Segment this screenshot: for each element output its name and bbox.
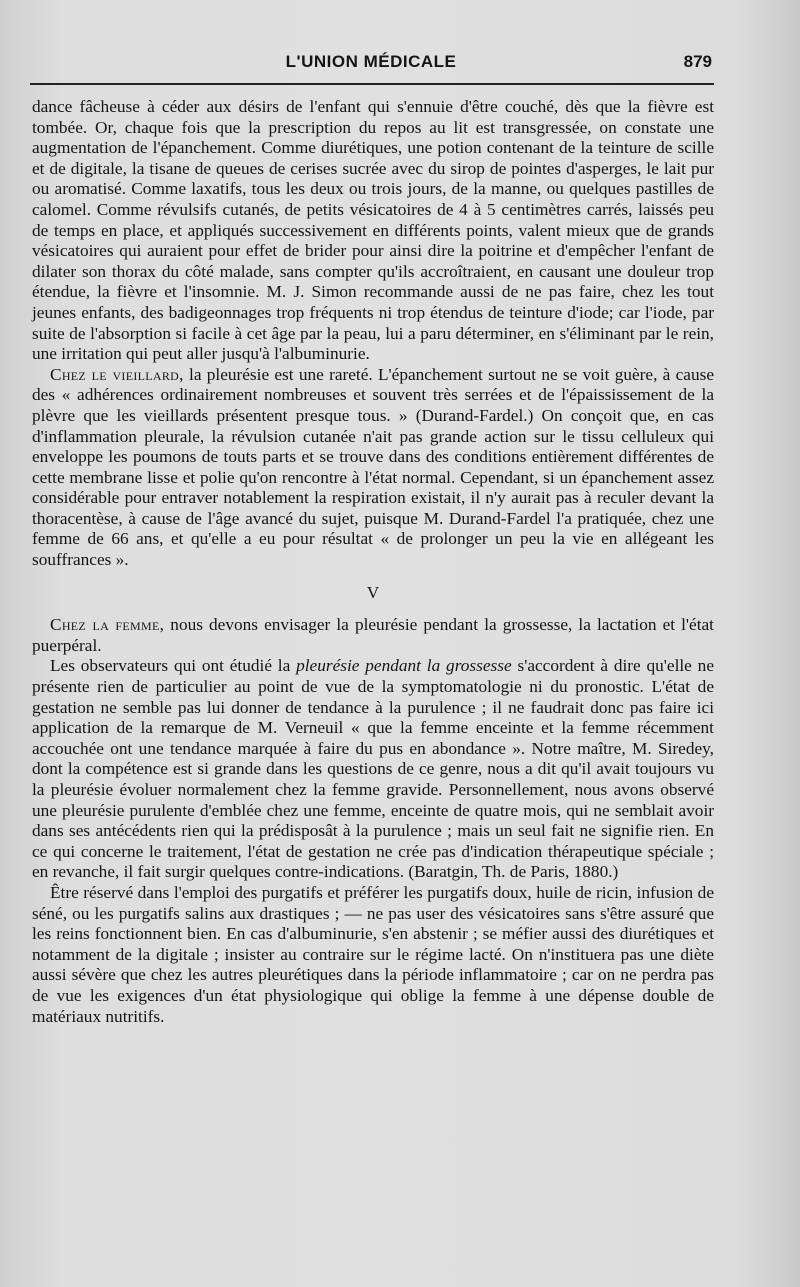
paragraph-elderly-text: la pleurésie est une rareté. L'épanchement surtout ne se voit guère, à cause des « adhérences ordinairement nombreuses et souvent très serrées et de l'épaississement de la plèvre que les vieillards présentent presque tous. » (Durand-Fardel.) On conçoit que, en cas d'inflammation pleurale, la révulsion cutanée n'ait pas grande action sur le tissu celluleux qui enveloppe les poumons de touts parts et se trouve dans des conditions entièrement différentes de cette membrane lisse et polie qu'on rencontre à l'état normal. Cependant, si un épanchement assez considérable pour entraver notablement la respiration existait, il n'y aurait pas à reculer devant la thoracentèse, à cause de l'âge avancé du sujet, puisque M. Durand-Fardel l'a pratiquée, chez une femme de 66 ans, et qu'elle a eu pour résultat « de prolonger un peu la vie en allégeant les souffrances ».: [32, 364, 714, 570]
article-body: [32, 97, 714, 1027]
run-in-heading-elderly: Chez le vieillard,: [50, 364, 184, 384]
paragraph-woman: [32, 615, 714, 656]
paragraph-pregnancy-text-a: Les observateurs qui ont étudié la: [50, 656, 297, 676]
paragraph-treatment: Être réservé dans l'emploi des purgatifs et préférer les purgatifs doux, huile de ricin, infusion de séné, ou les purgatifs salins aux drastiques ; — ne pas user des vésicatoires sans s'être assuré que les reins fonctionnent bien. En cas d'albuminurie, s'en abstenir ; se méfier aussi des diurétiques et notamment de la digitale ; insister au contraire sur le régime lacté. On n'instituera pas une diète aussi sévère que chez les autres pleurétiques dans la période inflammatoire ; car on ne perdra pas de vue les exigences d'un état physiologique qui oblige la femme à une dépense double de matériaux nutritifs.: [32, 882, 714, 1026]
paragraph-pregnancy-text-b: s'accordent à dire qu'elle ne présente rien de particulier au point de vue de la symptomatologie ni du pronostic. L'état de gestation ne semble pas lui donner de tendance à la purulence ; il ne faudrait donc pas faire ici application de la remarque de M. Verneuil « que la femme enceinte et la femme récemment accouchée ont une tendance marquée à faire du pus en abondance ». Notre maître, M. Siredey, dont la compétence est si grande dans les questions de ce genre, nous a dit qu'il avait toujours vu la pleurésie évoluer normalement chez la femme gravide. Personnellement, nous avons observé une pleurésie purulente d'emblée chez une femme, enceinte de quatre mois, qui ne semblait avoir dans ses antécédents rien qui la prédisposât à la purulence ; mais un seul fait ne signifie rien. En ce qui concerne le traitement, l'état de gestation ne crée pas d'indication thérapeutique spéciale ; en revanche, il fait surgir quelques contre-indications. (Baratgin, Th. de Paris, 1880.): [32, 656, 714, 882]
paragraph-pregnancy: [32, 656, 714, 883]
emphasis-pregnancy: pleurésie pendant la grossesse: [296, 656, 512, 676]
page-number: 879: [683, 52, 712, 71]
section-heading: V: [366, 582, 380, 602]
paragraph-woman-text: nous devons envisager la pleurésie pendant la grossesse, la lactation et l'état puerpéral.: [32, 615, 714, 655]
run-in-heading-woman: Chez la femme,: [50, 615, 165, 635]
paragraph-elderly: [32, 365, 714, 571]
header-rule: [30, 83, 714, 85]
running-header: [30, 50, 712, 80]
paragraph-continued: dance fâcheuse à céder aux désirs de l'enfant qui s'ennuie d'être couché, dès que la fièvre est tombée. Or, chaque fois que la prescription du repos au lit est transgressée, on constate une augmentation de l'épanchement. Comme diurétiques, une potion contenant de la teinture de scille et de digitale, la tisane de queues de cerises sucrée avec du sirop de pointes d'asperges, le lait pur ou aromatisé. Comme laxatifs, tous les deux ou trois jours, de la manne, ou quelques pastilles de calomel. Comme révulsifs cutanés, de petits vésicatoires de 4 à 5 centimètres carrés, laissés peu de temps en place, et appliqués successivement en différents points, valent mieux que de grands vésicatoires qui auraient pour effet de brider pour ainsi dire la poitrine et d'empêcher l'enfant de dilater son thorax du côté malade, sans compter qu'ils accroîtraient, en causant une douleur trop étendue, la fièvre et l'insomnie. M. J. Simon recommande aussi de ne pas faire, chez les tout jeunes enfants, des badigeonnages trop fréquents ni trop étendus de teinture d'iode; car l'iode, par suite de l'absorption si facile à cet âge par la peau, lui a paru déterminer, en s'éliminant par le rein, une irritation qui peut aller jusqu'à l'albuminurie.: [32, 97, 714, 364]
journal-title: L'UNION MÉDICALE: [285, 52, 457, 71]
